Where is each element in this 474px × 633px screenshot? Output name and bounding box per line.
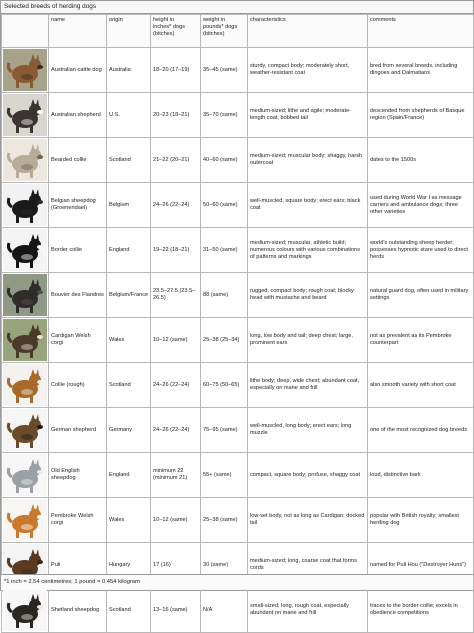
breed-name: Belgian sheepdog (Groenendael): [49, 183, 107, 228]
breed-height: 21–22 (20–21): [151, 138, 201, 183]
breed-characteristics: medium-sized; muscular, athletic build; numerous colours with various combinations of patterns and markings: [248, 228, 368, 273]
table-row: [2, 408, 474, 453]
table-row: [2, 318, 474, 363]
cardigan-welsh-corgi-photo-icon: [2, 318, 49, 363]
header-row: [2, 15, 474, 48]
breed-height: 19–22 (18–21): [151, 228, 201, 273]
breed-height: 10–12 (same): [151, 318, 201, 363]
table-row: [2, 498, 474, 543]
breed-height: 24–26 (22–24): [151, 363, 201, 408]
breeds-table: [1, 14, 474, 633]
breed-weight: 40–60 (same): [201, 138, 248, 183]
table-caption: Selected breeds of herding dogs: [1, 1, 473, 14]
breed-comments: popular with British royalty; smallest herding dog: [368, 498, 474, 543]
german-shepherd-photo-icon: [2, 408, 49, 453]
australian-cattle-dog-photo-icon: [2, 48, 49, 93]
breed-comments: dates to the 1500s: [368, 138, 474, 183]
breed-weight: 25–38 (same): [201, 498, 248, 543]
breed-name: Collie (rough): [49, 363, 107, 408]
header-characteristics: characteristics: [248, 15, 368, 48]
pembroke-welsh-corgi-photo-icon: [2, 498, 49, 543]
breed-name: Bearded collie: [49, 138, 107, 183]
breed-characteristics: medium-sized; long, coarse coat that forms cords: [248, 543, 368, 588]
breed-origin: Wales: [107, 318, 151, 363]
breed-characteristics: lithe body; deep, wide chest; abundant coat, especially on mane and frill: [248, 363, 368, 408]
breed-height: 24–26 (22–24): [151, 408, 201, 453]
breed-comments: traces to the border collie; excels in obedience competitions: [368, 588, 474, 633]
breed-comments: also smooth variety with short coat: [368, 363, 474, 408]
breed-comments: bred from several breeds, including dingoes and Dalmatians: [368, 48, 474, 93]
breed-weight: 31–50 (same): [201, 228, 248, 273]
bouvier-des-flandres-photo-icon: [2, 273, 49, 318]
breed-characteristics: small-sized; long, rough coat, especially abundant on mane and frill: [248, 588, 368, 633]
breed-characteristics: medium-sized; lithe and agile; moderate- length coat; bobbed tail: [248, 93, 368, 138]
breed-weight: 50–60 (same): [201, 183, 248, 228]
belgian-sheepdog-photo-icon: [2, 183, 49, 228]
breed-comments: natural guard dog, often used in military settings: [368, 273, 474, 318]
header-origin: origin: [107, 15, 151, 48]
header-image: [2, 15, 49, 48]
breed-name: Border collie: [49, 228, 107, 273]
border-collie-photo-icon: [2, 228, 49, 273]
table-row: [2, 93, 474, 138]
breed-name: Cardigan Welsh corgi: [49, 318, 107, 363]
breed-comments: one of the most recognized dog breeds: [368, 408, 474, 453]
breed-characteristics: low-set body, not as long as Cardigan; docked tail: [248, 498, 368, 543]
breed-origin: Germany: [107, 408, 151, 453]
breed-comments: descended from shepherds of Basque region (Spain/France): [368, 93, 474, 138]
breed-comments: loud, distinctive bark: [368, 453, 474, 498]
table-row: [2, 183, 474, 228]
breed-weight: 60–75 (50–65): [201, 363, 248, 408]
breed-weight: 25–38 (25–34): [201, 318, 248, 363]
breed-weight: 30 (same): [201, 543, 248, 588]
breed-characteristics: rugged, compact body; rough coat; blocky head with mustache and beard: [248, 273, 368, 318]
breed-name: German shepherd: [49, 408, 107, 453]
rough-collie-photo-icon: [2, 363, 49, 408]
table-body: [2, 48, 474, 633]
breed-weight: 35–70 (same): [201, 93, 248, 138]
breed-comments: not as prevalent as its Pembroke counterpart: [368, 318, 474, 363]
header-height: height in inches* dogs (bitches): [151, 15, 201, 48]
breed-height: 13–16 (same): [151, 588, 201, 633]
breed-height: 20–23 (18–21): [151, 93, 201, 138]
breed-characteristics: well-muscled, long body; erect ears; long muzzle: [248, 408, 368, 453]
breed-origin: Scotland: [107, 138, 151, 183]
bearded-collie-photo-icon: [2, 138, 49, 183]
table-row: [2, 273, 474, 318]
breed-name: Australian shepherd: [49, 93, 107, 138]
table-row: [2, 363, 474, 408]
table-row: [2, 588, 474, 633]
shetland-sheepdog-photo-icon: [2, 588, 49, 633]
breed-weight: 75–95 (same): [201, 408, 248, 453]
breed-origin: Scotland: [107, 588, 151, 633]
header-name: name: [49, 15, 107, 48]
breed-origin: Belgium: [107, 183, 151, 228]
breed-origin: England: [107, 453, 151, 498]
breed-name: Bouvier des Flandres: [49, 273, 107, 318]
header-weight: weight in pounds* dogs (bitches): [201, 15, 248, 48]
breed-origin: Scotland: [107, 363, 151, 408]
breed-characteristics: medium-sized; muscular body; shaggy, harsh outercoat: [248, 138, 368, 183]
breed-origin: Belgium/France: [107, 273, 151, 318]
breed-height: 24–26 (22–24): [151, 183, 201, 228]
breed-name: Pembroke Welsh corgi: [49, 498, 107, 543]
table-row: [2, 228, 474, 273]
breed-name: Shetland sheepdog: [49, 588, 107, 633]
breed-height: 23.5–27.5 (23.5– 26.5): [151, 273, 201, 318]
breed-comments: used during World War I as message carriers and ambulance dogs; three other varieties: [368, 183, 474, 228]
old-english-sheepdog-photo-icon: [2, 453, 49, 498]
table-row: [2, 138, 474, 183]
breed-weight: 88 (same): [201, 273, 248, 318]
breed-weight: 35–45 (same): [201, 48, 248, 93]
breed-origin: Wales: [107, 498, 151, 543]
header-comments: comments: [368, 15, 474, 48]
table-row: [2, 453, 474, 498]
breed-characteristics: sturdy, compact body; moderately short, weather-resistant coat: [248, 48, 368, 93]
breed-weight: 55+ (same): [201, 453, 248, 498]
table-row: [2, 48, 474, 93]
breed-name: Old English sheepdog: [49, 453, 107, 498]
breed-origin: England: [107, 228, 151, 273]
breed-origin: Australia: [107, 48, 151, 93]
breed-comments: named for Puli Hou ("Destroyer Huns"): [368, 543, 474, 588]
breed-characteristics: long, low body and tail; deep chest; large, prominent ears: [248, 318, 368, 363]
breed-origin: Hungary: [107, 543, 151, 588]
breed-name: Australian cattle dog: [49, 48, 107, 93]
breed-comments: world's outstanding sheep herder; possesses hypnotic stare used to direct herds: [368, 228, 474, 273]
breed-characteristics: well-muscled, square body; erect ears; black coat: [248, 183, 368, 228]
breed-weight: N/A: [201, 588, 248, 633]
breed-origin: U.S.: [107, 93, 151, 138]
breed-height: 17 (16): [151, 543, 201, 588]
footnote: *1 inch = 2.54 centimetres; 1 pound = 0.454 kilogram: [1, 574, 473, 590]
breed-height: 18–20 (17–19): [151, 48, 201, 93]
breed-height: 10–12 (same): [151, 498, 201, 543]
breed-characteristics: compact, square body; profuse, shaggy coat: [248, 453, 368, 498]
australian-shepherd-photo-icon: [2, 93, 49, 138]
breed-height: minimum 22 (minimum 21): [151, 453, 201, 498]
breed-name: Puli: [49, 543, 107, 588]
